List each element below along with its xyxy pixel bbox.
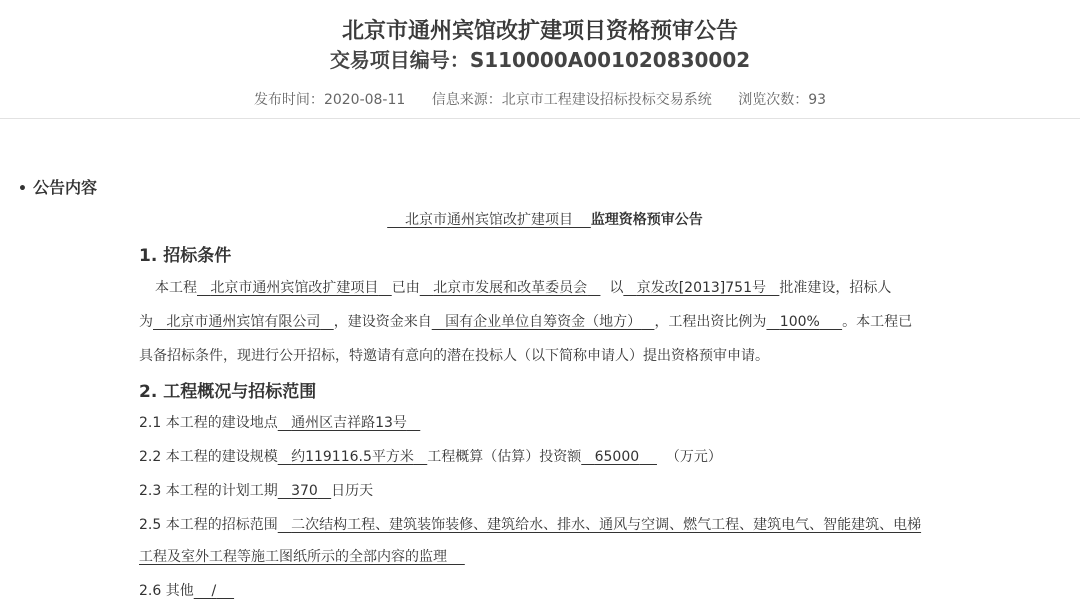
heading-bid-conditions: 1. 招标条件: [139, 246, 232, 266]
para-2: 为 北京市通州宾馆有限公司 ，建设资金来自 国有企业单位自筹资金（地方） ，工程出资比例为 100% 。本工程已: [139, 314, 913, 330]
views-label: 浏览次数：: [738, 92, 809, 108]
item-2-5: 2.5 本工程的招标范围 二次结构工程、建筑装饰装修、建筑给水、排水、通风与空调、燃气工程、建筑电气、智能建筑、电梯: [139, 517, 922, 533]
doc-title-project: 北京市通州宾馆改扩建项目: [405, 212, 573, 228]
item-2-3: 2.3 本工程的计划工期 370 日历天: [139, 483, 374, 499]
project-code-value: S110000A001020830002: [469, 48, 751, 72]
heading-project-scope: 2. 工程概况与招标范围: [139, 382, 317, 402]
para-3: 具备招标条件，现进行公开招标，特邀请有意向的潜在投标人（以下简称申请人）提出资格预审申请。: [139, 348, 769, 364]
field-approver: 北京市发展和改革委员会: [433, 280, 588, 296]
publish-label: 发布时间：: [253, 92, 324, 108]
field-scope: 二次结构工程、建筑装饰装修、建筑给水、排水、通风与空调、燃气工程、建筑电气、智能建筑、电梯: [291, 517, 922, 533]
field-approval-doc: 京发改[2013]751号: [636, 280, 766, 296]
field-tenderer: 北京市通州宾馆有限公司: [166, 314, 321, 330]
section-heading-text: 公告内容: [32, 178, 97, 197]
doc-title-suffix: 监理资格预审公告: [590, 212, 703, 228]
views-count: 93: [808, 92, 827, 108]
item-2-6: 2.6 其他 /: [139, 580, 234, 600]
field-duration: 370: [291, 483, 318, 499]
meta-bar: [0, 89, 1080, 109]
page-title: 北京市通州宾馆改扩建项目资格预审公告: [341, 19, 738, 44]
item-2-2: 2.2 本工程的建设规模 约119116.5平方米 工程概算（估算）投资额 65000 （万元）: [139, 449, 722, 465]
project-code-label: 交易项目编号：: [329, 48, 470, 72]
field-location: 通州区吉祥路13号: [291, 415, 407, 431]
section-heading: [18, 175, 97, 198]
field-scale: 约119116.5平方米: [291, 449, 414, 465]
item-2-5-cont: [139, 546, 465, 566]
field-project-name: 北京市通州宾馆改扩建项目: [210, 280, 379, 296]
source-label: 信息来源：: [431, 92, 502, 108]
bullet-icon: •: [18, 181, 27, 197]
document-title: [0, 209, 1080, 229]
source-value: 北京市工程建设招标投标交易系统: [501, 92, 712, 108]
field-funding: 国有企业单位自筹资金（地方）: [445, 314, 642, 330]
field-scope-cont: 工程及室外工程等施工图纸所示的全部内容的监理: [139, 549, 447, 565]
publish-date: 2020-08-11: [323, 92, 406, 108]
field-investment: 65000: [594, 449, 640, 465]
header-divider: [0, 118, 1080, 119]
para-1: 本工程 北京市通州宾馆改扩建项目 已由 北京市发展和改革委员会 以 京发改[2013]751号 批准建设，招标人: [155, 280, 892, 296]
item-2-1: 2.1 本工程的建设地点 通州区吉祥路13号: [139, 412, 420, 432]
field-other: /: [211, 583, 217, 599]
project-code: [0, 46, 1080, 74]
field-ratio: 100%: [779, 314, 820, 330]
